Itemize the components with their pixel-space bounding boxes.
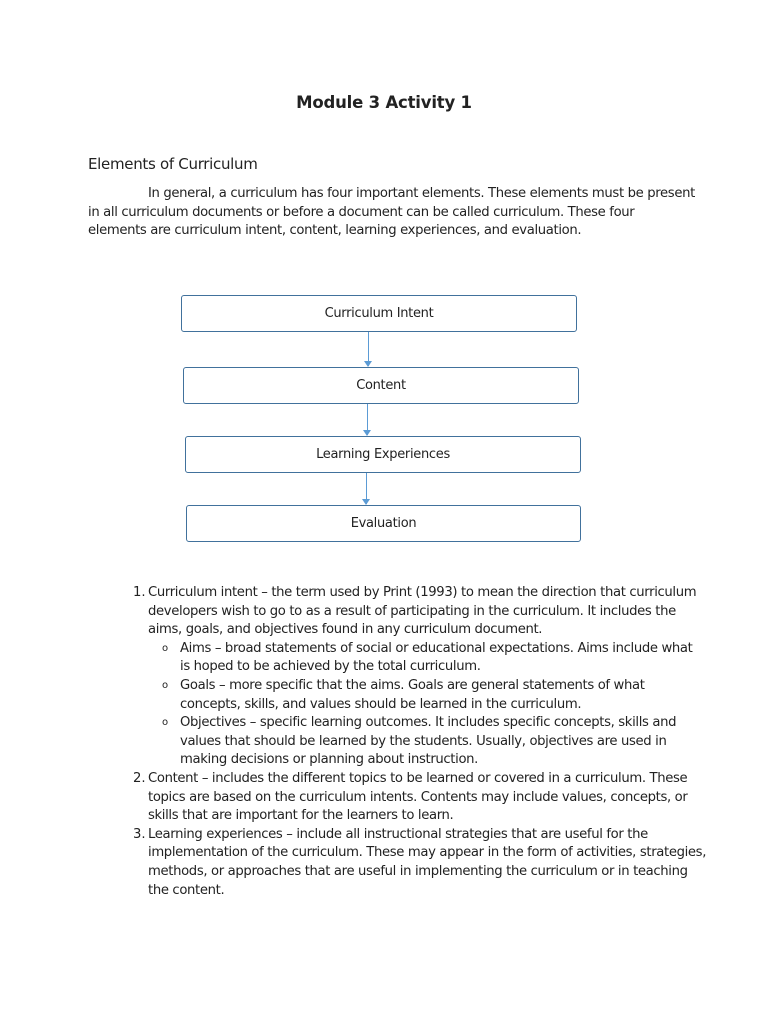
diagram-box-content: Content [183,367,579,404]
arrow-down-icon [367,404,368,435]
list-item-line: aims, goals, and objectives found in any curriculum document. [148,622,543,638]
bullet-marker: o [162,717,169,729]
document-title: Module 3 Activity 1 [296,93,472,112]
list-item-line: the content. [148,882,225,898]
sub-list-item-line: Aims – broad statements of social or educational expectations. Aims include what [180,640,693,656]
diagram-box-learning-experiences: Learning Experiences [185,436,581,473]
arrow-down-icon [366,473,367,504]
list-number: 1. [133,585,146,600]
sub-list-item-line: making decisions or planning about instruction. [180,752,479,768]
sub-list-item-line: concepts, skills, and values should be learned in the curriculum. [180,696,582,712]
intro-line: in all curriculum documents or before a document can be called curriculum. These four [88,205,635,220]
diagram-box-evaluation: Evaluation [186,505,581,542]
list-item-line: Curriculum intent – the term used by Print (1993) to mean the direction that curriculum [148,585,697,600]
intro-line: In general, a curriculum has four important elements. These elements must be present [148,186,695,201]
sub-list-item-line: Goals – more specific that the aims. Goals are general statements of what [180,678,645,693]
list-item-line: methods, or approaches that are useful in implementing the curriculum or in teaching [148,864,688,879]
section-heading: Elements of Curriculum [88,155,258,173]
bullet-marker: o [162,642,169,654]
list-item-line: Learning experiences – include all instructional strategies that are useful for the [148,826,648,842]
sub-list-item-line: is hoped to be achieved by the total curriculum. [180,659,481,675]
arrow-down-icon [368,332,369,366]
list-number: 3. [133,826,146,842]
list-number: 2. [133,771,146,786]
bullet-marker: o [162,680,169,691]
sub-list-item-line: Objectives – specific learning outcomes. It includes specific concepts, skills and [180,715,677,731]
list-item-line: implementation of the curriculum. These may appear in the form of activities, strategies, [148,845,707,861]
list-item-line: Content – includes the different topics to be learned or covered in a curriculum. These [148,771,688,786]
list-item-line: skills that are important for the learners to learn. [148,808,454,824]
sub-list-item-line: values that should be learned by the students. Usually, objectives are used in [180,733,667,749]
list-item-line: developers wish to go to as a result of participating in the curriculum. It includes the [148,603,676,619]
intro-line: elements are curriculum intent, content, learning experiences, and evaluation. [88,223,582,238]
list-item-line: topics are based on the curriculum intents. Contents may include values, concepts, or [148,789,688,805]
diagram-box-curriculum-intent: Curriculum Intent [181,295,577,332]
